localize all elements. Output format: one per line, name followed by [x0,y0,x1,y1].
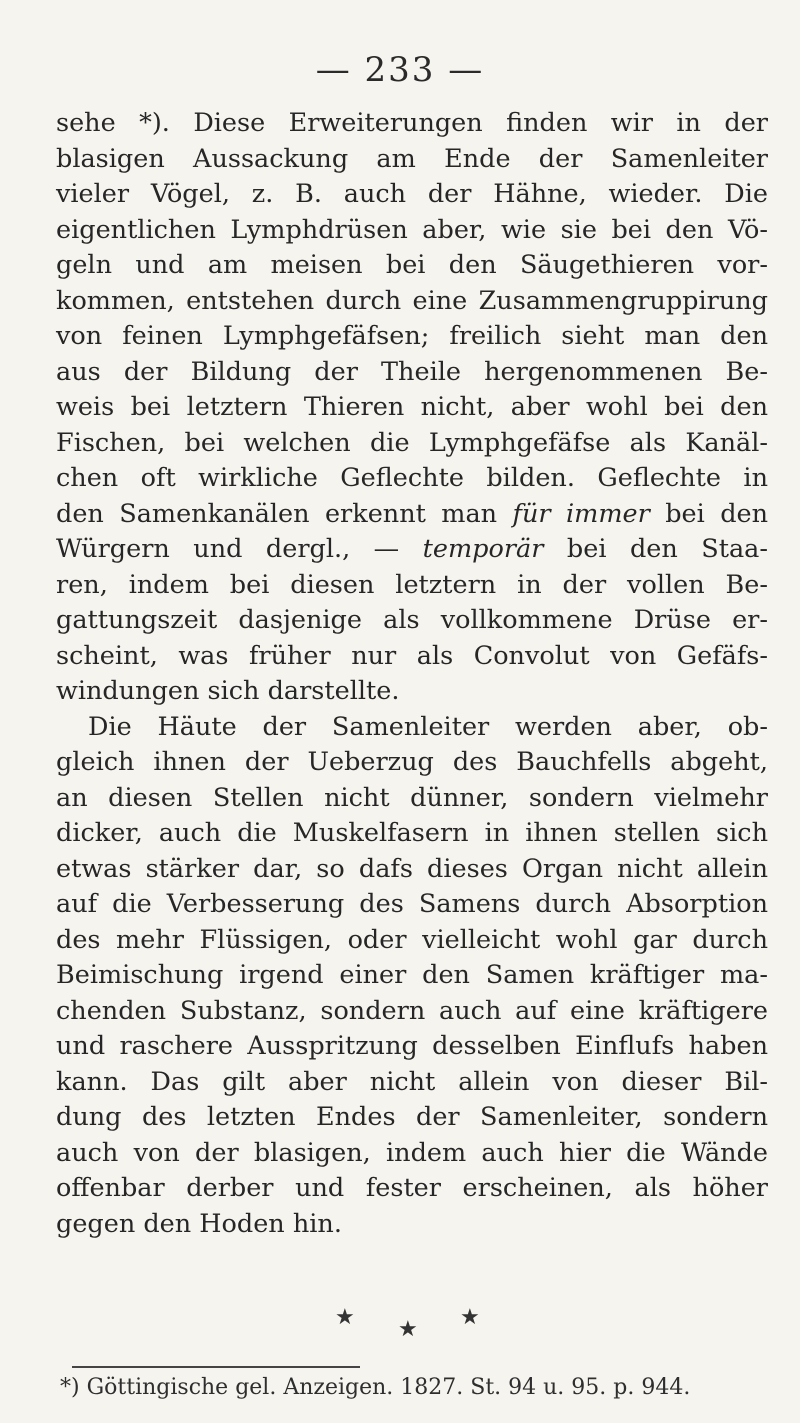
text-line: von feinen Lymphgefäfsen; freilich sieht man den [56,321,768,351]
text-line: auch von der blasigen, indem auch hier die Wände [56,1137,768,1168]
text-line: gleich ihnen der Ueberzug des Bauchfells abgeht, [56,747,768,777]
text-line: blasigen Aussackung am Ende der Samenleiter [56,143,768,174]
text-line: chen oft wirkliche Geflechte bilden. Geflechte in [56,463,768,493]
body-text [56,106,768,1242]
footnote: *) Göttingische gel. Anzeigen. 1827. St. 94 u. 95. p. 944. [60,1375,691,1400]
text-line: vieler Vögel, z. B. auch der Hähne, wieder. Die [56,179,768,209]
text-line: scheint, was früher nur als Convolut von Gefäfs- [56,640,768,671]
text-line: an diesen Stellen nicht dünner, sondern vielmehr [56,782,768,813]
text-fragment: Würgern und dergl., — [56,534,400,564]
text-line: geln und am meisen bei den Säugethieren vor- [56,250,768,280]
text-line: dung des letzten Endes der Samenleiter, sondern [56,1102,768,1132]
emphasis-text: temporär [422,534,544,564]
text-line [56,497,768,533]
text-line: gattungszeit dasjenige als vollkommene Drüse er- [56,605,768,635]
text-line: etwas stärker dar, so dafs dieses Organ nicht allein [56,853,768,884]
text-line: Die Häute der Samenleiter werden aber, ob- [88,711,768,742]
text-line: dicker, auch die Muskelfasern in ihnen stellen sich [56,818,768,848]
page-number: — 233 — [315,50,485,90]
text-line: Beimischung irgend einer den Samen kräftiger ma- [56,960,768,990]
text-fragment: bei den [665,498,769,529]
text-line: ren, indem bei diesen letztern in der vollen Be- [56,569,768,600]
text-line: chenden Substanz, sondern auch auf eine kräftigere [56,995,768,1026]
text-line: und raschere Ausspritzung desselben Einflufs haben [56,1031,768,1061]
text-line: kommen, entstehen durch eine Zusammengruppirung [56,285,768,316]
star-icon: ★ [398,1317,418,1342]
text-line: gegen den Hoden hin. [56,1208,342,1239]
text-line: offenbar derber und fester erscheinen, als höher [56,1173,768,1203]
text-line: des mehr Flüssigen, oder vielleicht wohl gar durch [56,924,768,955]
text-line: eigentlichen Lymphdrüsen aber, wie sie bei den Vö- [56,214,768,245]
text-line [56,532,768,568]
section-separator [0,1305,800,1345]
text-line: auf die Verbesserung des Samens durch Absorption [56,889,768,919]
text-line: kann. Das gilt aber nicht allein von dieser Bil- [56,1066,768,1097]
star-icon: ★ [460,1305,480,1330]
footnote-rule [72,1366,360,1368]
star-icon: ★ [335,1305,355,1330]
text-line: aus der Bildung der Theile hergenommenen Be- [56,356,768,387]
text-line: Fischen, bei welchen die Lymphgefäfse als Kanäl- [56,427,768,458]
text-line: windungen sich darstellte. [56,676,400,706]
emphasis-text: für immer [512,498,650,529]
text-line: weis bei letztern Thieren nicht, aber wohl bei den [56,392,768,422]
text-fragment: den Samenkanälen erkennt man [56,498,498,529]
text-line: sehe *). Diese Erweiterungen finden wir in der [56,108,768,138]
text-fragment: bei den Staa- [566,534,768,564]
